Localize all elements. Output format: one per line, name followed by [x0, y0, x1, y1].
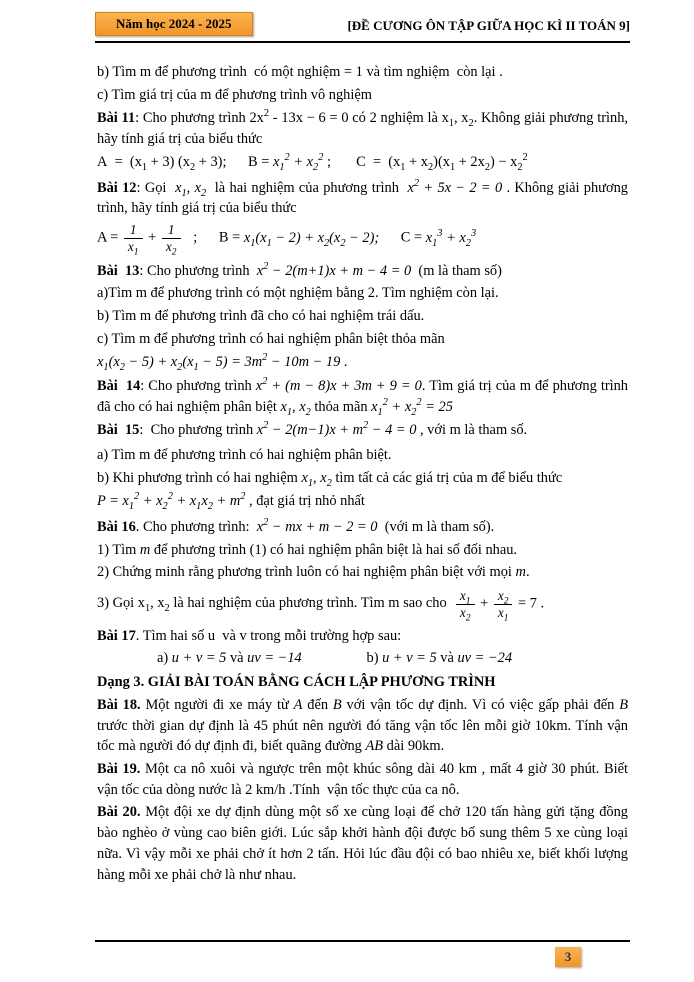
paragraph [97, 588, 628, 624]
text-run: B [619, 696, 628, 713]
text-run: B [332, 696, 342, 713]
fraction: $\frac{1}{x_1}$ [124, 223, 143, 255]
text-run: Một đội xe dự định dùng một số xe cùng loại để chở 120 tấn hàng gửi tặng đồng bào nghèo ở vùng cao biên giới. Lúc sắp khởi hành đội được bổ sung thêm 5 xe cùng loại nữa. Vì vậy mỗi xe phải chở ít hơn 2 tấn. Hỏi lúc đầu đội có bao nhiêu xe, biết khối lượng hàng mỗi xe phải chở là như nhau. [97, 804, 628, 883]
text-run: đến [302, 696, 333, 713]
text-run: . Cho phương trình: [135, 518, 257, 535]
footer-divider [95, 940, 630, 942]
text-run: $x_1$, $x_2$ [280, 399, 311, 419]
text-run: Bài 18. [97, 696, 141, 713]
text-run: : Cho phương trình $2x^2 - 13x - 6 = 0$ có 2 nghiệm là $x_1$, $x_2$. Không giải phương trình, hãy tính giá trị của biểu thức [97, 108, 628, 148]
paragraph [97, 517, 628, 538]
text-run: A = [97, 229, 122, 246]
text-run: . Không giải phương trình, hãy tính giá trị của biểu thức [97, 179, 628, 217]
paragraph [97, 420, 628, 441]
paragraph [97, 562, 628, 583]
formula-line [97, 352, 628, 373]
text-run: để phương trình (1) có hai nghiệm phân biệt là hai số đối nhau. [150, 541, 518, 558]
document-title: [ĐỀ CƯƠNG ÔN TẬP GIỮA HỌC KÌ II TOÁN 9] [347, 18, 630, 33]
text-run: b) [301, 650, 383, 667]
text-run: ; B = [182, 229, 244, 246]
text-run: Bài 14 [97, 378, 141, 395]
text-run: $x^2 - 2(m+1)x + m - 4 = 0$ [256, 260, 412, 279]
school-year-badge: Năm học 2024 - 2025 [95, 12, 253, 36]
paragraph [97, 261, 628, 282]
text-run: 3) Gọi $x_1$, $x_2$ là hai nghiệm của phương trình. Tìm m sao cho [97, 595, 454, 615]
paragraph [97, 85, 628, 106]
page-number: 3 [555, 947, 581, 967]
text-run: : Cho phương trình [139, 262, 257, 279]
text-run: thỏa mãn [310, 399, 372, 416]
paragraph [97, 283, 628, 304]
text-run: trước thời gian dự định là 45 phút nên người đó tăng vận tốc lên mỗi giờ 10km. Tính vận tốc mà người đó dự định đi, biết quãng đường [97, 717, 628, 755]
text-run: $x_1$, $x_2$ [175, 179, 207, 199]
paragraph [97, 178, 628, 219]
text-run: uv = −24 [457, 650, 513, 667]
text-run: Bài 13 [97, 262, 140, 279]
text-run: . [340, 353, 348, 370]
text-run: Bài 12 [97, 179, 137, 196]
text-run: : Cho phương trình [140, 378, 256, 395]
text-run: (m là tham số) [411, 262, 502, 279]
text-run: $x_1^3 + x_2^3$ [425, 227, 477, 249]
paragraph [97, 626, 628, 647]
text-run: là hai nghiệm của phương trình [206, 179, 408, 196]
text-run: (với m là tham số). [377, 518, 495, 535]
text-run: ; $C = (x_1 + x_2)(x_1 + 2x_2) - x_2^2$ [323, 152, 528, 173]
text-run: a)Tìm m để phương trình có một nghiệm bằng 2. Tìm nghiệm còn lại. [97, 285, 499, 302]
text-run: dài 90km. [383, 738, 445, 755]
text-run: : Gọi [136, 179, 176, 196]
paragraph [97, 108, 628, 149]
text-run: = 7 . [514, 595, 545, 612]
text-run: u + v = 5 [171, 650, 227, 667]
page-header [95, 12, 630, 43]
text-run: . Tìm hai số u và v trong mỗi trường hợp sau: [135, 627, 402, 644]
formula-line [97, 222, 628, 259]
text-run: . Tìm giá trị của m để phương trình đã cho có hai nghiệm phân biệt [97, 378, 628, 416]
text-run: $P = x_1^2 + x_2^2 + x_1x_2 + m^2$ [97, 491, 246, 512]
text-run: Bài 15 [97, 421, 140, 438]
text-run: $x^2 + (m - 8)x + 3m + 9 = 0$ [255, 376, 422, 395]
paragraph [97, 759, 628, 800]
paragraph [97, 445, 628, 466]
text-run: a) Tìm m để phương trình có hai nghiệm phân biệt. [97, 446, 392, 463]
paragraph [97, 695, 628, 757]
text-run: b) Tìm m để phương trình có một nghiệm = 1 và tìm nghiệm còn lại . [97, 64, 503, 80]
text-run: $x_1^2 + x_2^2$ [272, 152, 324, 173]
fraction: $\frac{x_1}{x_2}$ [456, 589, 475, 621]
paragraph [97, 802, 628, 885]
section-heading [97, 672, 628, 693]
text-run: c) Tìm m để phương trình có hai nghiệm phân biệt thỏa mãn [97, 330, 445, 347]
text-run: + [144, 229, 160, 246]
text-run: $x^2 - 2(m-1)x + m^2 - 4 = 0$ [256, 420, 417, 438]
formula-line [157, 648, 628, 669]
text-run: tìm tất cả các giá trị của m để biểu thức [331, 470, 563, 487]
paragraph [97, 306, 628, 327]
text-run: : Cho phương trình [139, 421, 257, 438]
text-run: $x_1(x_2 - 5) + x_2(x_1 - 5) = 3m^2 - 10m - 19$ [97, 351, 341, 373]
paragraph [97, 62, 628, 83]
text-run: m [515, 564, 526, 581]
text-run: Bài 16 [97, 518, 136, 535]
text-run: $x_1^2 + x_2^2 = 25$ [371, 397, 453, 419]
text-run: a) [157, 650, 172, 667]
text-run: 1) Tìm [97, 541, 140, 558]
text-run: $x_1(x_1 - 2) + x_2(x_2 - 2)$; [243, 229, 380, 249]
formula-line [97, 152, 628, 173]
text-run: b) Tìm m để phương trình đã cho có hai nghiệm trái dấu. [97, 308, 425, 325]
text-run: , với m là tham số. [416, 421, 528, 438]
paragraph [97, 540, 628, 561]
text-run: Bài 20. [97, 804, 141, 821]
text-run: Bài 17 [97, 627, 136, 644]
text-run: và [226, 650, 248, 667]
text-run: , đạt giá trị nhỏ nhất [245, 493, 365, 510]
text-run: A [293, 696, 303, 713]
text-run: b) Khi phương trình có hai nghiệm [97, 470, 302, 487]
text-run: Dạng 3. GIẢI BÀI TOÁN BẰNG CÁCH LẬP PHƯƠNG TRÌNH [97, 674, 496, 691]
text-run: Bài 19. [97, 761, 141, 778]
paragraph [97, 468, 628, 489]
text-run: $A = (x_1 + 3) (x_2 + 3)$; B = [97, 153, 273, 173]
text-run: + [476, 595, 492, 612]
text-run: $x^2$ − mx + m − 2 = 0 [256, 517, 378, 535]
text-run: u + v = 5 [382, 650, 437, 667]
text-run: uv = −14 [247, 650, 302, 667]
text-run: Một ca nô xuôi và ngược trên một khúc sông dài 40 km , mất 4 giờ 30 phút. Biết vận tốc của dòng nước là 2 km/h .Tính vận tốc thực của ca nô. [97, 761, 628, 798]
text-run: Một người đi xe máy từ [140, 696, 294, 713]
text-run: với vận tốc dự định. Vì có việc gấp phải đến [341, 696, 620, 713]
text-run: và [436, 650, 458, 667]
text-run: $x^2 + 5x - 2 = 0$ [407, 177, 503, 196]
fraction: $\frac{1}{x_2}$ [162, 223, 181, 255]
text-run: C = [379, 229, 426, 246]
text-run: . [525, 564, 530, 581]
formula-line [97, 491, 628, 512]
fraction: $\frac{x_2}{x_1}$ [494, 589, 513, 621]
paragraph [97, 329, 628, 350]
text-run: AB [365, 738, 384, 755]
text-run: 2) Chứng minh rằng phương trình luôn có hai nghiệm phân biệt với mọi [97, 564, 516, 581]
text-run: c) Tìm giá trị của m để phương trình vô nghiệm [97, 86, 372, 103]
paragraph [97, 376, 628, 417]
text-run: $x_1$, $x_2$ [301, 470, 332, 490]
text-run: Bài 11 [97, 110, 136, 127]
document-body [97, 62, 628, 887]
text-run: m [139, 541, 151, 558]
